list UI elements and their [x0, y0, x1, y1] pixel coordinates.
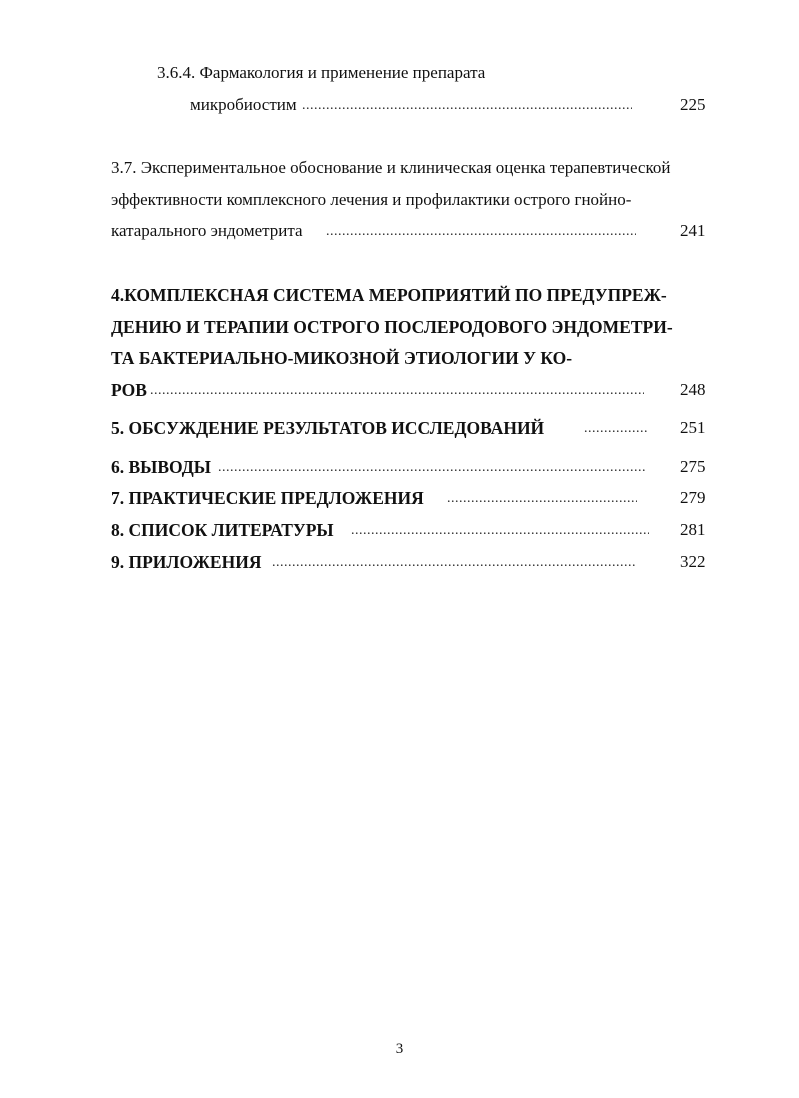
toc-page-8: 281 — [680, 520, 706, 539]
toc-page-6: 275 — [680, 457, 706, 476]
toc-leader-dots — [351, 521, 649, 541]
toc-entry-3-6-4-line-2: микробиостим — [190, 95, 297, 114]
toc-entry-5: 5. ОБСУЖДЕНИЕ РЕЗУЛЬТАТОВ ИССЛЕДОВАНИЙ — [111, 418, 545, 438]
toc-page-5: 251 — [680, 418, 706, 437]
toc-leader-dots — [584, 419, 648, 439]
toc-page-3-6-4: 225 — [680, 95, 706, 114]
toc-leader-dots — [150, 381, 644, 401]
toc-entry-9: 9. ПРИЛОЖЕНИЯ — [111, 552, 262, 572]
toc-entry-4-line-2: ДЕНИЮ И ТЕРАПИИ ОСТРОГО ПОСЛЕРОДОВОГО ЭНДОМЕТРИ- — [111, 317, 673, 337]
toc-page-7: 279 — [680, 488, 706, 507]
toc-page-9: 322 — [680, 552, 706, 571]
toc-entry-3-7-line-1: 3.7. Экспериментальное обоснование и клиническая оценка терапевтической — [111, 158, 671, 177]
toc-leader-dots — [302, 96, 632, 116]
toc-entry-7: 7. ПРАКТИЧЕСКИЕ ПРЕДЛОЖЕНИЯ — [111, 488, 424, 508]
toc-page-4: 248 — [680, 380, 706, 399]
toc-entry-3-7-line-3: катарального эндометрита — [111, 221, 303, 240]
toc-entry-3-7-line-2: эффективности комплексного лечения и профилактики острого гнойно- — [111, 190, 632, 209]
toc-leader-dots — [326, 222, 636, 242]
toc-entry-4-line-3: ТА БАКТЕРИАЛЬНО-МИКОЗНОЙ ЭТИОЛОГИИ У КО- — [111, 348, 573, 368]
toc-leader-dots — [272, 553, 636, 573]
toc-entry-3-6-4-line-1: 3.6.4. Фармакология и применение препарата — [157, 63, 486, 82]
toc-entry-6: 6. ВЫВОДЫ — [111, 457, 211, 477]
page-number: 3 — [395, 1041, 404, 1057]
toc-entry-8: 8. СПИСОК ЛИТЕРАТУРЫ — [111, 520, 334, 540]
toc-entry-4-line-1: 4.КОМПЛЕКСНАЯ СИСТЕМА МЕРОПРИЯТИЙ ПО ПРЕДУПРЕЖ- — [111, 285, 667, 305]
toc-page-3-7: 241 — [680, 221, 706, 240]
toc-entry-4-line-4: РОВ — [111, 380, 147, 400]
toc-leader-dots — [447, 489, 637, 509]
toc-leader-dots — [218, 458, 646, 478]
